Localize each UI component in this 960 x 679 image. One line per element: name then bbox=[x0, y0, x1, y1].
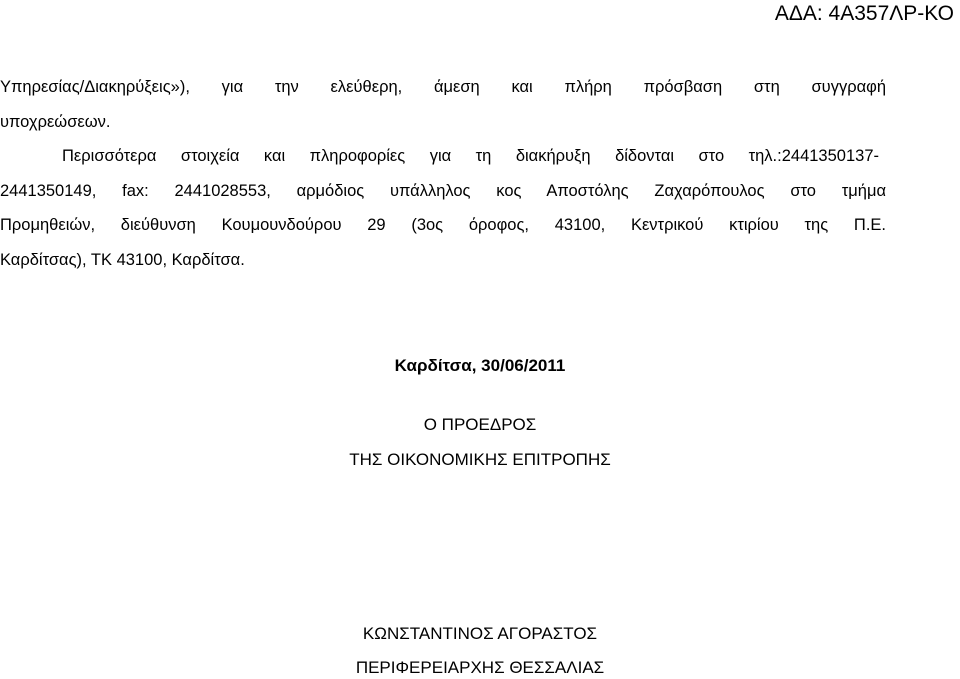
signatory-name: ΚΩΝΣΤΑΝΤΙΝΟΣ ΑΓΟΡΑΣΤΟΣ bbox=[362, 624, 598, 643]
signatory-position: ΠΕΡΙΦΕΡΕΙΑΡΧΗΣ ΘΕΣΣΑΛΙΑΣ bbox=[355, 658, 605, 677]
body-line-2: υποχρεώσεων. bbox=[0, 112, 111, 131]
body-line-4: 2441350149, fax: 2441028553, αρμόδιος υπάλληλος κος Αποστόλης Ζαχαρόπουλος στο τμήμα bbox=[0, 181, 886, 200]
body-line-1: Υπηρεσίας/Διακηρύξεις»), για την ελεύθερη, άμεση και πλήρη πρόσβαση στη συγγραφή bbox=[0, 78, 886, 96]
document-ada-code: ΑΔΑ: 4Α357ΛΡ-ΚΟ bbox=[774, 2, 954, 25]
signatory-title-line-2: ΤΗΣ ΟΙΚΟΝΟΜΙΚΗΣ ΕΠΙΤΡΟΠΗΣ bbox=[349, 450, 611, 469]
body-line-5: Προμηθειών, διεύθυνση Κουμουνδούρου 29 (3ος όροφος, 43100, Κεντρικού κτιρίου της Π.Ε. bbox=[0, 216, 886, 234]
place-date: Καρδίτσα, 30/06/2011 bbox=[394, 356, 566, 375]
body-line-6: Καρδίτσας), ΤΚ 43100, Καρδίτσα. bbox=[0, 250, 245, 269]
signatory-title-line-1: Ο ΠΡΟΕΔΡΟΣ bbox=[423, 415, 537, 434]
body-line-3: Περισσότερα στοιχεία και πληροφορίες για τη διακήρυξη δίδονται στο τηλ.:2441350137- bbox=[62, 147, 879, 165]
document-body bbox=[0, 70, 960, 277]
